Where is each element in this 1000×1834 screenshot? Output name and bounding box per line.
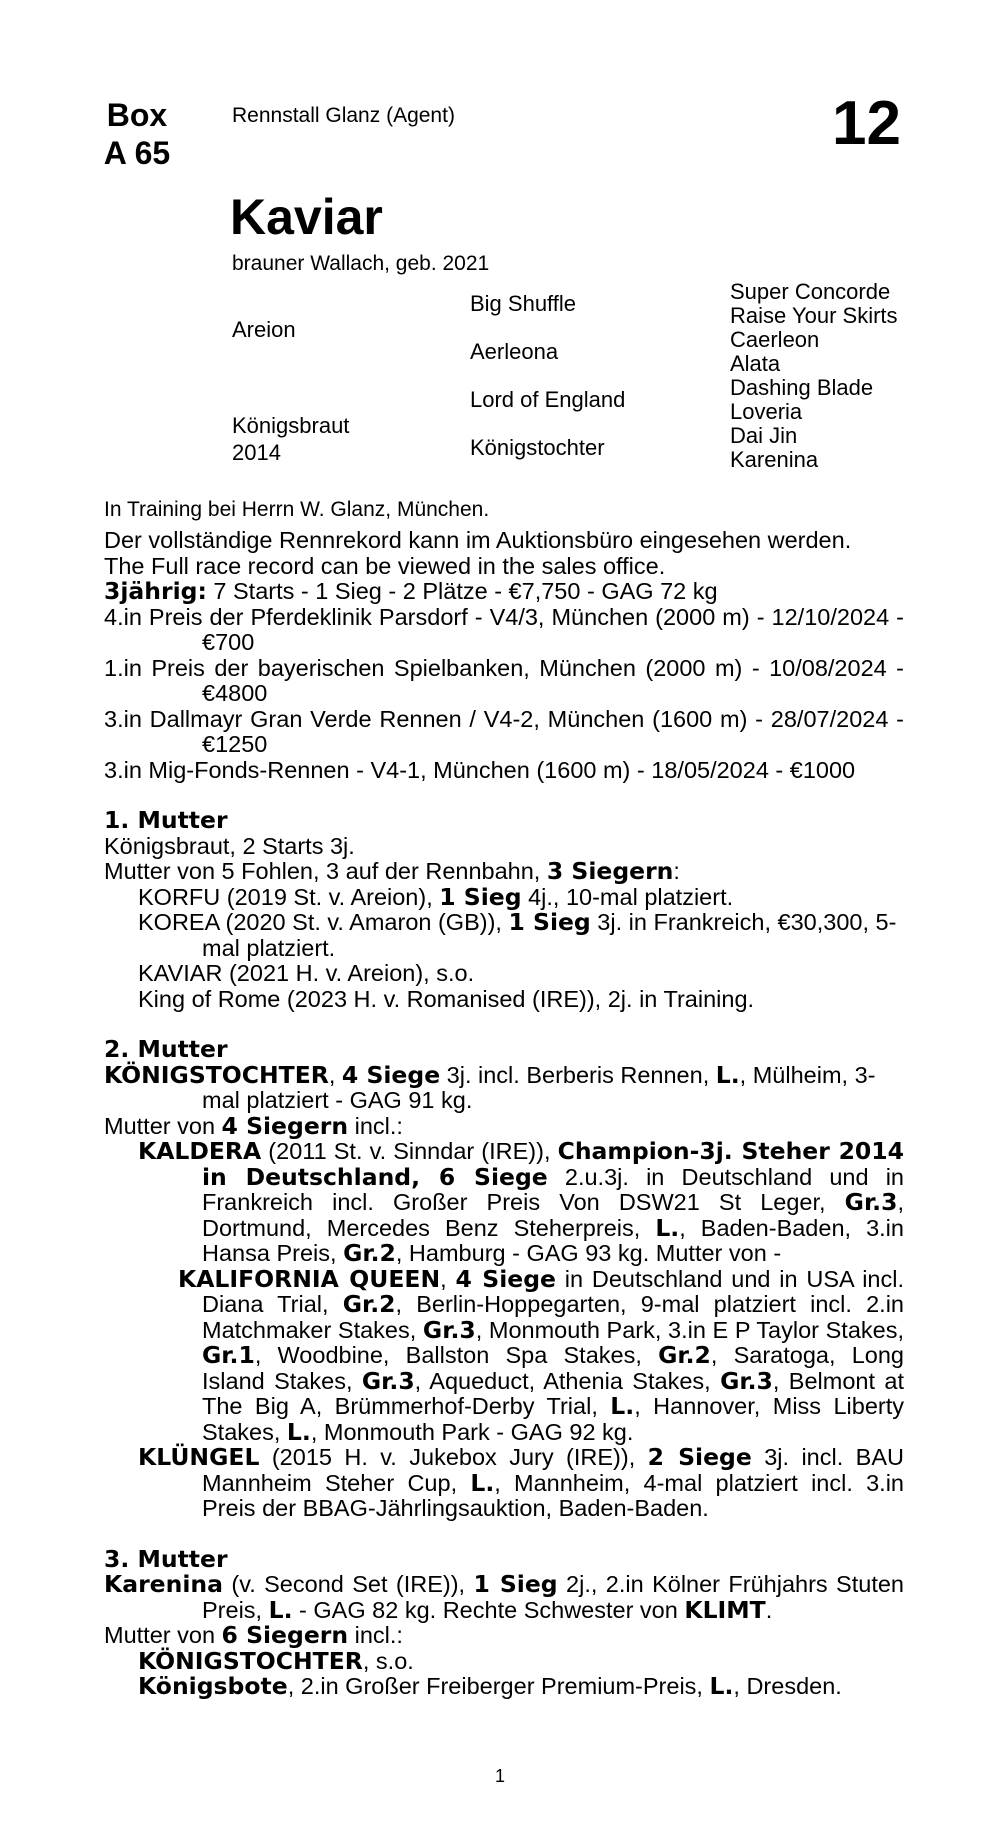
box-line-2: A 65 [103, 135, 171, 171]
dam1-line2-end: : [673, 858, 680, 884]
pedigree-gen3-3: Caerleon [730, 327, 820, 352]
kalifornia-text: , Woodbine, Ballston Spa Stakes, [254, 1342, 659, 1368]
dam1-line2-text: Mutter von 5 Fohlen, 3 auf der Rennbahn, [104, 858, 547, 884]
dam1-line2 [104, 859, 904, 885]
pedigree-gen3-2: Raise Your Skirts [730, 303, 898, 328]
box-line-1: Box [106, 97, 168, 133]
dam2-text2: , Mülheim, 3-mal platziert - GAG 91 kg. [202, 1061, 876, 1113]
pedigree-gen3-7: Dai Jin [730, 423, 798, 448]
kalifornia-text: , [440, 1265, 456, 1292]
dam3-offspring-name: KÖNIGSTOCHTER [138, 1646, 363, 1675]
kalifornia-wins: 4 Siege [455, 1264, 556, 1293]
box-label [92, 96, 182, 172]
kaldera-entry [104, 1139, 904, 1267]
pedigree-gen3-6: Loveria [730, 399, 803, 424]
dam2-entry [104, 1060, 904, 1114]
kalifornia-listed: L. [286, 1417, 311, 1446]
dam3-offspring-name: Königsbote [138, 1672, 288, 1700]
dam3-text: (v. Second Set (IRE)), [222, 1571, 474, 1597]
pedigree-gen2-1: Big Shuffle [470, 291, 577, 316]
offspring-item [104, 910, 904, 961]
kalifornia-grade: Gr.3 [720, 1366, 773, 1395]
kalifornia-text: , Belmont at The Big A, Brümmerhof-Derby Trial, [202, 1367, 904, 1419]
page-number: 1 [494, 1766, 505, 1786]
season-summary-text: 7 Starts - 1 Sieg - 2 Plätze - €7,750 - GAG 72 kg [206, 578, 718, 604]
kaldera-text: , Hamburg - GAG 93 kg. Mutter von - [395, 1240, 782, 1266]
kaldera-listed: L. [655, 1213, 680, 1242]
klungel-listed: L. [470, 1468, 495, 1497]
season-summary [104, 579, 904, 605]
dam3-offspring-text: , 2.in Großer Freiberger Premium-Preis, [287, 1673, 710, 1699]
dam3-offspring-item [104, 1674, 904, 1700]
dam1-heading: 1. Mutter [104, 806, 228, 834]
horse-name: Kaviar [230, 189, 383, 245]
dam3-offspring-text: , Dresden. [733, 1673, 842, 1699]
kalifornia-text: , Monmouth Park - GAG 92 kg. [310, 1418, 634, 1445]
horse-description: brauner Wallach, geb. 2021 [232, 252, 490, 275]
kalifornia-listed: L. [610, 1392, 635, 1420]
offspring-item [104, 987, 904, 1013]
pedigree-sire: Areion [232, 317, 296, 342]
record-note-en: The Full race record can be viewed in the sales office. [104, 552, 666, 579]
pedigree-gen2-4: Königstochter [470, 435, 605, 460]
offspring-text: King of Rome (2023 H. v. Romanised (IRE)), 2j. in Training. [138, 985, 755, 1012]
dam2-wins: 4 Siege [341, 1060, 441, 1089]
offspring-item [104, 961, 904, 987]
pedigree-gen3-1: Super Concorde [730, 279, 891, 304]
klungel-text: 3j. incl. BAU Mannheim Steher Cup, [202, 1444, 904, 1496]
kalifornia-grade: Gr.3 [422, 1315, 476, 1344]
kaldera-grade: Gr.3 [844, 1188, 898, 1216]
kaldera-grade: Gr.2 [343, 1239, 396, 1267]
offspring-text: KOREA (2020 St. v. Amaron (GB)), [138, 909, 509, 935]
dam2-heading: 2. Mutter [104, 1035, 228, 1063]
dam3-text: . [765, 1596, 773, 1623]
lot-number: 12 [832, 89, 901, 158]
dam2-mother-text: Mutter von [104, 1112, 222, 1139]
race-line: 3.in Mig-Fonds-Rennen - V4-1, München (1600 m) - 18/05/2024 - €1000 [104, 756, 856, 783]
dam2-text1: 3j. incl. Berberis Rennen, [440, 1061, 716, 1088]
kalifornia-text: , Aqueduct, Athenia Stakes, [414, 1367, 721, 1394]
dam2-listed: L. [715, 1060, 740, 1089]
kaldera-text: (2011 St. v. Sinndar (IRE)), [261, 1138, 558, 1164]
kalifornia-text: in Deutschland und in USA incl. Diana Trial, [202, 1265, 904, 1317]
dam3-heading: 3. Mutter [104, 1544, 228, 1573]
dam3-mother-winners: 6 Siegern [221, 1621, 349, 1649]
kalifornia-grade: Gr.2 [658, 1341, 711, 1369]
offspring-text-end: 4j., 10-mal platziert. [521, 883, 734, 910]
pedigree-gen3-4: Alata [730, 351, 781, 376]
dam3-mother-end: incl.: [348, 1622, 403, 1648]
pedigree-gen2-2: Aerleona [470, 339, 559, 364]
dam2-mother-line [104, 1111, 904, 1140]
dam3-offspring-item [104, 1646, 904, 1675]
record-note-de: Der vollständige Rennrekord kann im Auktionsbüro eingesehen werden. [104, 527, 852, 553]
offspring-text: KAVIAR (2021 H. v. Areion), s.o. [138, 960, 475, 986]
kaldera-champion: Champion-3j. Steher 2014 in Deutschland, 6 Siege [202, 1137, 904, 1191]
race-line: 1.in Preis der bayerischen Spielbanken, München (2000 m) - 10/08/2024 - €4800 [104, 654, 904, 706]
dam3-offspring-text: , s.o. [362, 1647, 414, 1674]
dam3-mother-text: Mutter von [104, 1622, 222, 1648]
dam2-name: KÖNIGSTOCHTER [104, 1060, 329, 1089]
klungel-wins: 2 Siege [647, 1443, 752, 1471]
dam3-sibling: KLIMT [684, 1595, 766, 1624]
race-line: 4.in Preis der Pferdeklinik Parsdorf - V4/3, München (2000 m) - 12/10/2024 - €700 [104, 603, 904, 655]
kalifornia-grade: Gr.1 [202, 1341, 255, 1369]
offspring-wins: 1 Sieg [439, 882, 522, 911]
dam3-mother-line [104, 1623, 904, 1649]
kaldera-text: , Dortmund, Mercedes Benz Steherpreis, [202, 1189, 904, 1241]
dam3-wins: 1 Sieg [473, 1570, 558, 1598]
kalifornia-entry [104, 1264, 905, 1446]
dam3-text: 2j., 2.in Kölner Frühjahrs Stuten Preis, [202, 1571, 904, 1623]
kalifornia-text: , Saratoga, Long Island Stakes, [202, 1342, 904, 1394]
dam2-mother-end: incl.: [348, 1112, 403, 1139]
pedigree-gen3-8: Karenina [730, 447, 819, 472]
dam3-text: - GAG 82 kg. Rechte Schwester von [292, 1596, 685, 1623]
pedigree-gen2-3: Lord of England [470, 387, 626, 412]
dam1-winners: 3 Siegern [546, 857, 674, 885]
dam3-name: Karenina [104, 1570, 223, 1598]
klungel-entry [104, 1445, 904, 1522]
klungel-name: KLÜNGEL [138, 1443, 260, 1471]
training-note: In Training bei Herrn W. Glanz, München. [104, 498, 490, 521]
pedigree-dam: Königsbraut [232, 413, 350, 438]
dam2-sep: , [328, 1061, 342, 1088]
kalifornia-text: , Berlin-Hoppegarten, 9-mal platziert incl. 2.in Matchmaker Stakes, [202, 1291, 905, 1343]
offspring-item [104, 882, 904, 911]
dam3-entry [104, 1572, 904, 1623]
dam1-line1: Königsbraut, 2 Starts 3j. [104, 832, 355, 859]
agent-name: Rennstall Glanz (Agent) [232, 104, 455, 127]
dam2-mother-winners: 4 Siegern [221, 1111, 349, 1140]
race-line: 3.in Dallmayr Gran Verde Rennen / V4-2, München (1600 m) - 28/07/2024 - €1250 [104, 705, 904, 757]
kalifornia-grade: Gr.3 [361, 1366, 415, 1395]
season-label: 3jährig: [104, 577, 207, 605]
dam3-listed: L. [268, 1595, 293, 1624]
klungel-text: (2015 H. v. Jukebox Jury (IRE)), [259, 1444, 648, 1470]
catalogue-body [104, 528, 904, 1700]
kalifornia-grade: Gr.2 [342, 1290, 396, 1318]
kaldera-text: 2.u.3j. in Deutschland und in Frankreich incl. Großer Preis Von DSW21 St Leger, [202, 1163, 904, 1215]
klungel-text: , Mannheim, 4-mal platziert incl. 3.in Preis der BBAG-Jährlingsauktion, Baden-Baden. [202, 1469, 904, 1521]
kalifornia-name: KALIFORNIA QUEEN [178, 1264, 441, 1293]
offspring-wins: 1 Sieg [508, 908, 591, 936]
kaldera-text: , Baden-Baden, 3.in Hansa Preis, [202, 1214, 904, 1266]
pedigree-dam-year: 2014 [232, 440, 281, 465]
kalifornia-text: , Hannover, Miss Liberty Stakes, [202, 1393, 905, 1445]
dam3-offspring-listed: L. [709, 1672, 734, 1700]
offspring-text: KORFU (2019 St. v. Areion), [138, 883, 440, 910]
kaldera-name: KALDERA [138, 1137, 262, 1165]
offspring-text-end: 3j. in Frankreich, €30,300, 5-mal platziert. [202, 909, 897, 961]
pedigree-gen3-5: Dashing Blade [730, 375, 874, 400]
kalifornia-text: , Monmouth Park, 3.in E P Taylor Stakes, [475, 1316, 904, 1343]
